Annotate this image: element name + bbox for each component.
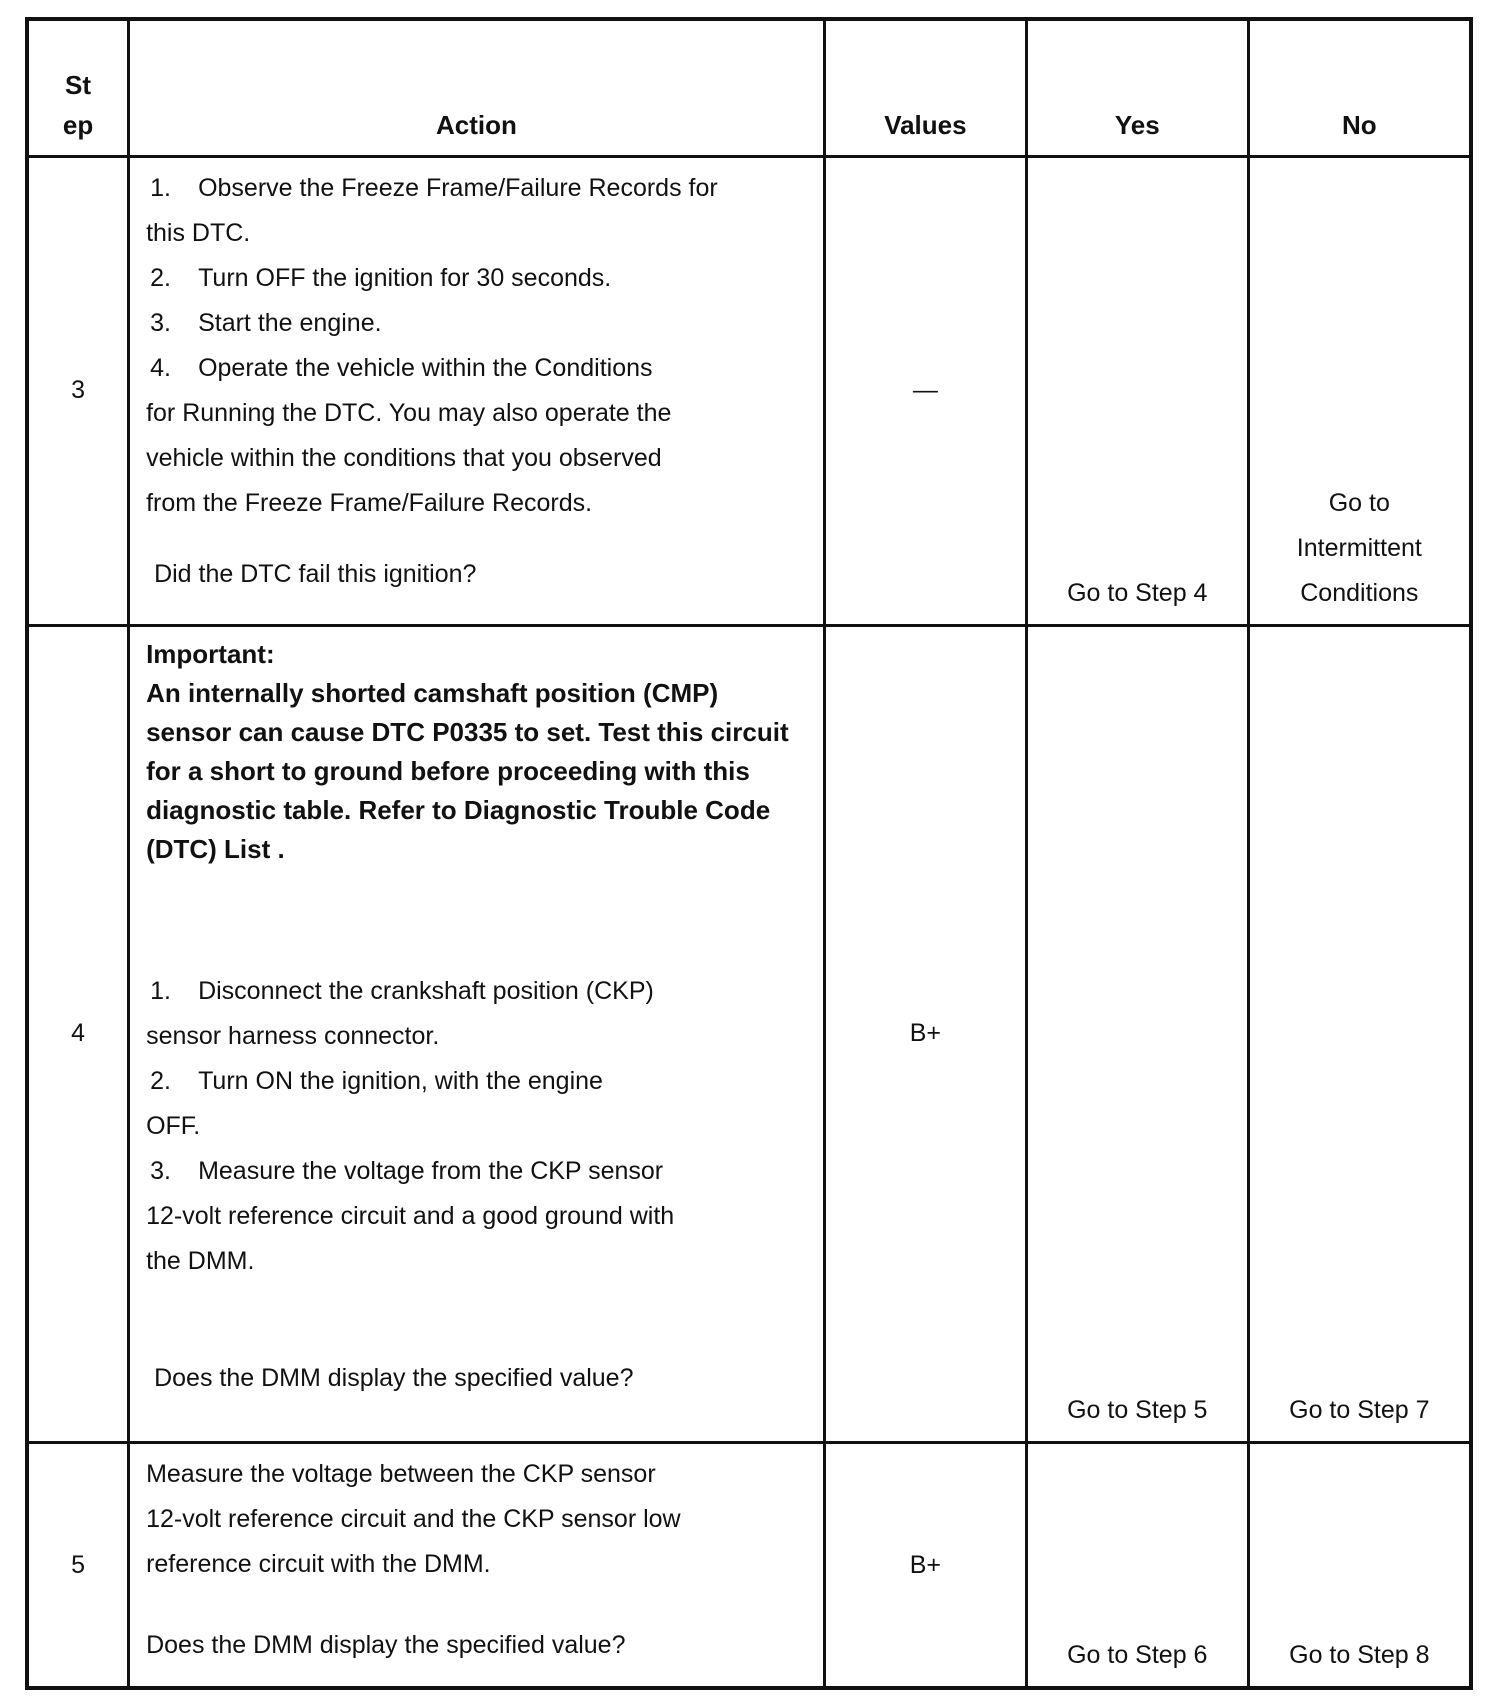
value-cell: — [824, 156, 1026, 625]
step-number: 3 [27, 156, 129, 625]
header-step: St ep [27, 19, 129, 156]
action-cell [129, 625, 825, 1443]
list-item: 1. Disconnect the crankshaft position (CKP) [150, 976, 654, 1005]
step-number: 4 [27, 625, 129, 1443]
yes-cell: Go to Step 4 [1026, 156, 1248, 625]
list-item-continuation: 12-volt reference circuit and a good ground with the DMM. [146, 1201, 675, 1275]
question-text: Did the DTC fail this ignition? [154, 559, 477, 588]
header-action: Action [129, 19, 825, 156]
important-note: An internally shorted camshaft position (CMP) sensor can cause DTC P0335 to set. Test this circuit for a short to ground before proceeding with this diagnostic table. Refer to Diagnostic Trouble Code (DTC) List . [146, 677, 796, 864]
table-row-step-4 [27, 625, 1471, 1443]
header-yes: Yes [1026, 19, 1248, 156]
header-row [27, 19, 1471, 156]
no-cell: Go to Step 8 [1248, 1443, 1471, 1688]
value-cell: B+ [824, 1443, 1026, 1688]
list-item: 1. Observe the Freeze Frame/Failure Records for [150, 173, 718, 202]
list-item: 3. Start the engine. [150, 308, 382, 337]
question-text: Does the DMM display the specified value? [146, 1631, 626, 1660]
value-cell: B+ [824, 625, 1026, 1443]
important-title: Important: [146, 638, 275, 669]
action-cell [129, 1443, 825, 1688]
list-item: 2. Turn OFF the ignition for 30 seconds. [150, 263, 612, 292]
header-no: No [1248, 19, 1471, 156]
list-item-continuation: this DTC. [146, 218, 251, 247]
question-text: Does the DMM display the specified value? [154, 1363, 634, 1392]
yes-cell: Go to Step 6 [1026, 1443, 1248, 1688]
no-cell: Go to Intermittent Conditions [1248, 156, 1471, 625]
no-cell: Go to Step 7 [1248, 625, 1471, 1443]
list-item: 2. Turn ON the ignition, with the engine [150, 1066, 603, 1095]
list-item-continuation: OFF. [146, 1111, 201, 1140]
diagnostic-table [25, 17, 1473, 1690]
list-item-continuation: for Running the DTC. You may also operate the vehicle within the conditions that you observed from the Freeze Frame/Failure Records. [146, 398, 672, 517]
header-values: Values [824, 19, 1026, 156]
list-item: 3. Measure the voltage from the CKP sensor [150, 1156, 664, 1185]
action-body: Measure the voltage between the CKP sensor 12-volt reference circuit and the CKP sensor low reference circuit with the DMM. [146, 1460, 681, 1579]
table-row-step-3 [27, 156, 1471, 625]
list-item-continuation: sensor harness connector. [146, 1021, 440, 1050]
table-row-step-5 [27, 1443, 1471, 1688]
action-cell [129, 156, 825, 625]
yes-cell: Go to Step 5 [1026, 625, 1248, 1443]
list-item: 4. Operate the vehicle within the Conditions [150, 353, 653, 382]
step-number: 5 [27, 1443, 129, 1688]
